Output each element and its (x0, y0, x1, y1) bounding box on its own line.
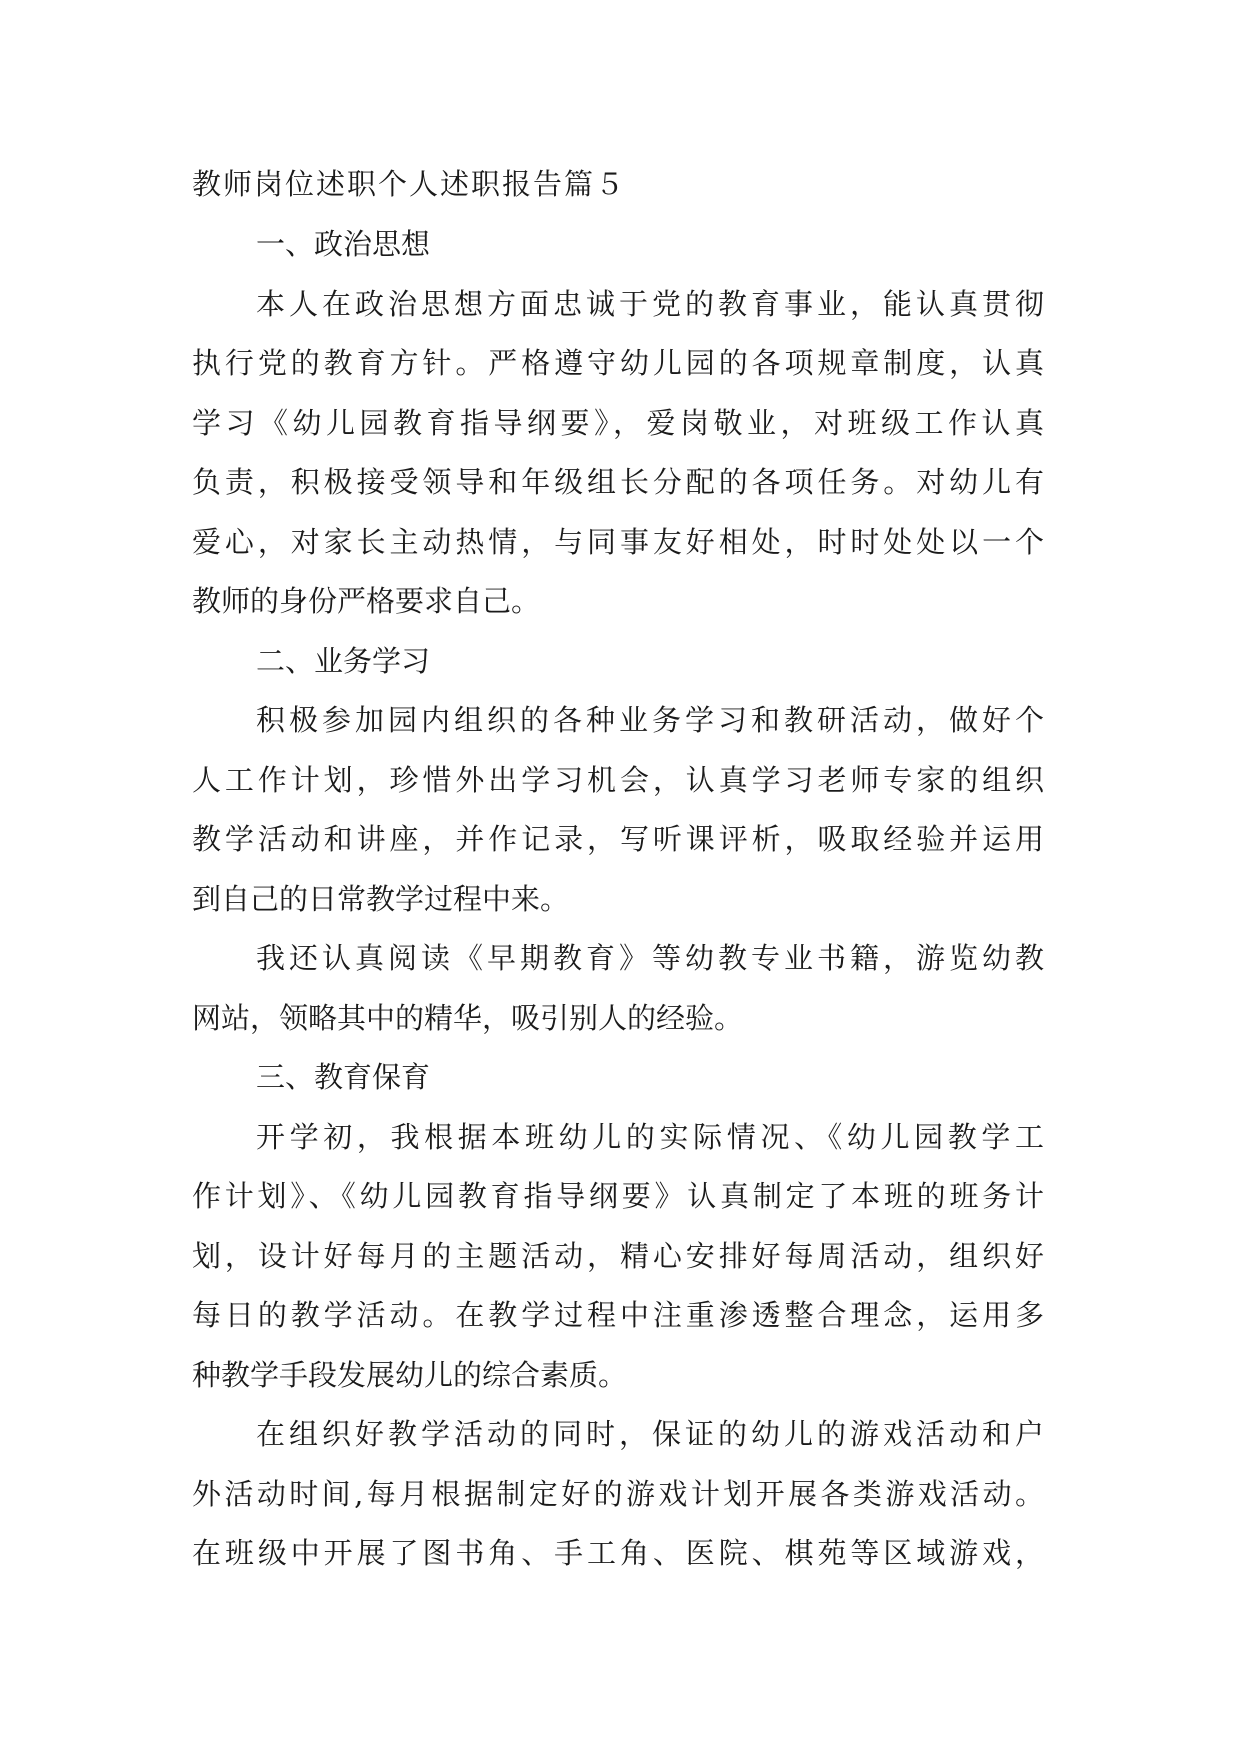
paragraph-line: 人工作计划，珍惜外出学习机会，认真学习老师专家的组织 (192, 763, 1044, 797)
paragraph-line: 本人在政治思想方面忠诚于党的教育事业，能认真贯彻 (256, 287, 1044, 321)
section-heading-education: 三、教育保育 (256, 1060, 431, 1094)
section-heading-study: 二、业务学习 (256, 644, 431, 678)
section-heading-politics: 一、政治思想 (256, 227, 431, 261)
paragraph-line: 开学初，我根据本班幼儿的实际情况、《幼儿园教学工 (256, 1120, 1044, 1154)
paragraph-line: 爱心，对家长主动热情，与同事友好相处，时时处处以一个 (192, 525, 1044, 559)
paragraph-line: 作计划》、《幼儿园教育指导纲要》认真制定了本班的班务计 (192, 1179, 1044, 1213)
paragraph-line: 积极参加园内组织的各种业务学习和教研活动，做好个 (256, 703, 1044, 737)
paragraph-line: 在组织好教学活动的同时，保证的幼儿的游戏活动和户 (256, 1417, 1044, 1451)
document-title: 教师岗位述职个人述职报告篇５ (192, 167, 627, 201)
paragraph-line: 执行党的教育方针。严格遵守幼儿园的各项规章制度，认真 (192, 346, 1044, 380)
paragraph-line: 到自己的日常教学过程中来。 (192, 882, 570, 916)
paragraph-line: 学习《幼儿园教育指导纲要》，爱岗敬业，对班级工作认真 (192, 406, 1044, 440)
paragraph-line: 我还认真阅读《早期教育》等幼教专业书籍，游览幼教 (256, 941, 1044, 975)
paragraph-line: 教学活动和讲座，并作记录，写听课评析，吸取经验并运用 (192, 822, 1044, 856)
paragraph-line: 教师的身份严格要求自己。 (192, 584, 541, 618)
paragraph-line: 网站，领略其中的精华，吸引别人的经验。 (192, 1001, 744, 1035)
paragraph-line: 每日的教学活动。在教学过程中注重渗透整合理念，运用多 (192, 1298, 1044, 1332)
paragraph-line: 划，设计好每月的主题活动，精心安排好每周活动，组织好 (192, 1239, 1044, 1273)
paragraph-line: 外活动时间,每月根据制定好的游戏计划开展各类游戏活动。 (192, 1477, 1044, 1511)
paragraph-line: 种教学手段发展幼儿的综合素质。 (192, 1358, 628, 1392)
paragraph-line: 在班级中开展了图书角、手工角、医院、棋苑等区域游戏， (192, 1536, 1044, 1570)
paragraph-line: 负责，积极接受领导和年级组长分配的各项任务。对幼儿有 (192, 465, 1044, 499)
